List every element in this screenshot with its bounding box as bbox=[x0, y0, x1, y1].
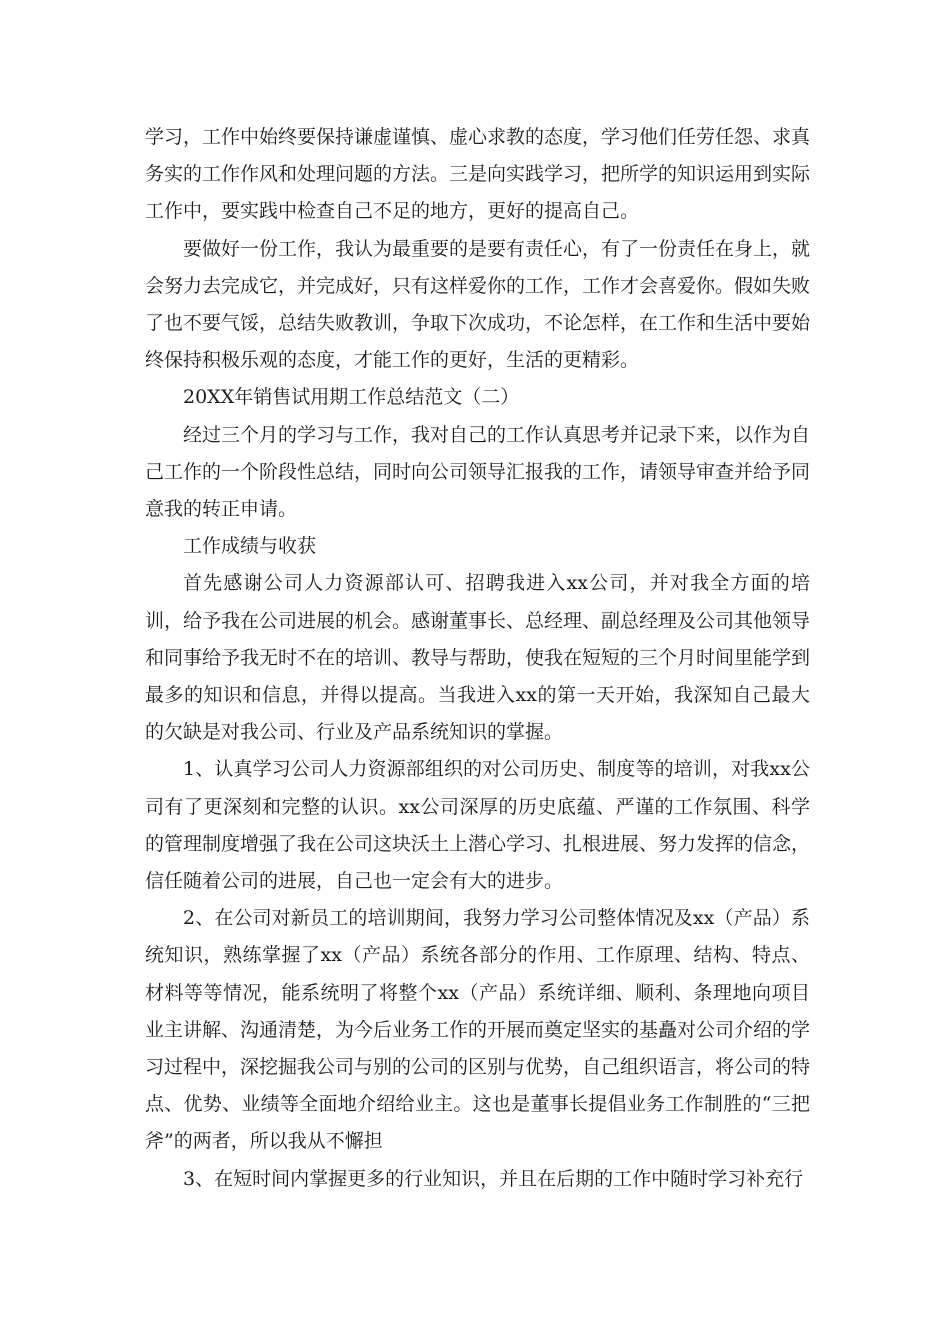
paragraph-thanks: 首先感谢公司人力资源部认可、招聘我进入xx公司，并对我全方面的培训，给予我在公司进展的机会。感谢董事长、总经理、副总经理及公司其他领导和同事给予我无时不在的培训、教导与帮助，使我在短短的三个月时间里能学到最多的知识和信息，并得以提高。当我进入xx的第一天开始，我深知自己最大的欠缺是对我公司、行业及产品系统知识的掌握。 bbox=[145, 572, 811, 744]
section-title: 20XX年销售试用期工作总结范文（二） bbox=[183, 386, 520, 409]
subsection-title: 工作成绩与收获 bbox=[183, 535, 317, 558]
paragraph-item-3: 3、在短时间内掌握更多的行业知识，并且在后期的工作中随时学习补充行 bbox=[183, 1167, 804, 1190]
paragraph-intro: 经过三个月的学习与工作，我对自己的工作认真思考并记录下来，以作为自己工作的一个阶段性总结，同时向公司领导汇报我的工作，请领导审查并给予同意我的转正申请。 bbox=[145, 423, 811, 521]
paragraph-item-2: 2、在公司对新员工的培训期间，我努力学习公司整体情况及xx（产品）系统知识，熟练掌握了xx（产品）系统各部分的作用、工作原理、结构、特点、材料等等情况，能系统明了将整个xx（产品）系统详细、顺利、条理地向项目业主讲解、沟通清楚，为今后业务工作的开展而奠定坚实的基矗对公司介绍的学习过程中，深挖掘我公司与别的公司的区别与优势，自己组织语言，将公司的特点、优势、业绩等全面地介绍给业主。这也是董事长提倡业务工作制胜的“三把斧”的两者，所以我从不懈担 bbox=[145, 907, 811, 1153]
paragraph-continuation: 学习，工作中始终要保持谦虚谨慎、虚心求教的态度，学习他们任劳任怨、求真务实的工作作风和处理问题的方法。三是向实践学习，把所学的知识运用到实际工作中，要实践中检查自己不足的地方，更好的提高自己。 bbox=[145, 126, 811, 223]
paragraph-responsibility: 要做好一份工作，我认为最重要的是要有责任心，有了一份责任在身上，就会努力去完成它，并完成好，只有这样爱你的工作，工作才会喜爱你。假如失败了也不要气馁，总结失败教训，争取下次成功，不论怎样，在工作和生活中要始终保持积极乐观的态度，才能工作的更好，生活的更精彩。 bbox=[145, 237, 811, 372]
document-page bbox=[145, 119, 810, 1198]
paragraph-item-1: 1、认真学习公司人力资源部组织的对公司历史、制度等的培训，对我xx公司有了更深刻和完整的认识。xx公司深厚的历史底蕴、严谨的工作氛围、科学的管理制度增强了我在公司这块沃土上潜心学习、扎根进展、努力发挥的信念，信任随着公司的进展，自己也一定会有大的进步。 bbox=[145, 758, 811, 893]
